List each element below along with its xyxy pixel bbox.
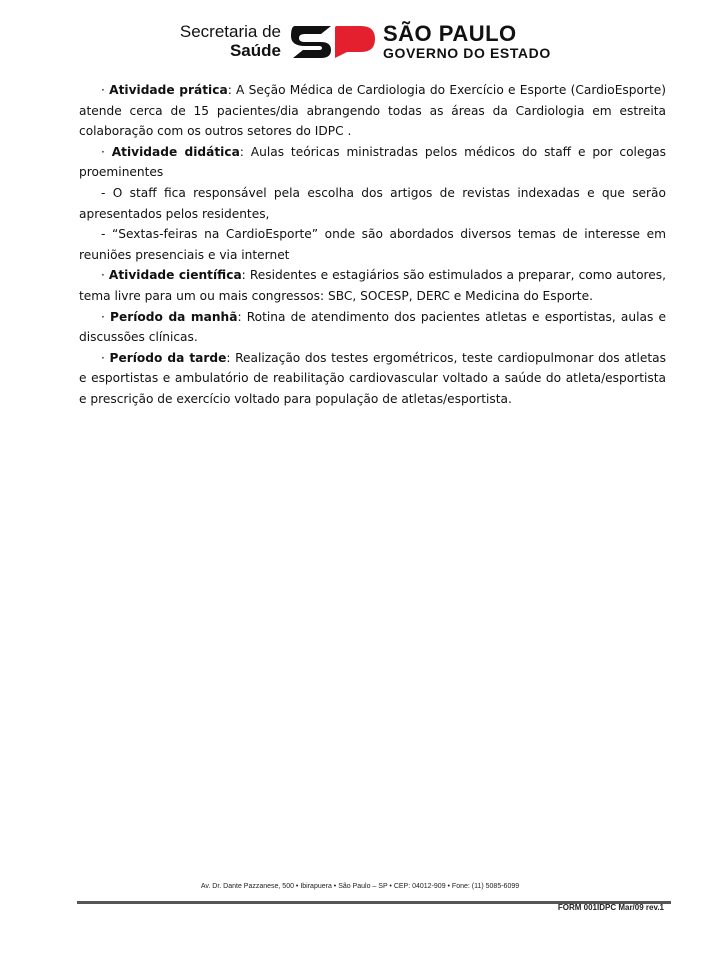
page-header — [165, 22, 565, 62]
paragraph-heading: Atividade didática — [111, 144, 240, 159]
footer-address: Av. Dr. Dante Pazzanese, 500 • Ibirapuera • São Paulo – SP • CEP: 04012-909 • Fone: (11) 5085-6099 — [200, 883, 520, 890]
form-code: FORM 001IDPC Mar/09 rev.1 — [557, 903, 664, 912]
secretaria-line1: Secretaria de — [179, 22, 281, 41]
paragraph-periodo-manha: · Período da manhã: Rotina de atendimento dos pacientes atletas e esportistas, aulas e discussões clínicas. — [79, 309, 666, 345]
secretaria-title — [165, 22, 281, 60]
paragraph-staff: - O staff fica responsável pela escolha dos artigos de revistas indexadas e que serão apresentados pelos residentes, — [79, 185, 666, 221]
paragraph-periodo-tarde: · Período da tarde: Realização dos testes ergométricos, teste cardiopulmonar dos atletas e esportistas e ambulatório de reabilitação cardiovascular voltado a saúde do atleta/esportista e prescrição de exercício voltado para população de atletas/esportista. — [79, 350, 666, 406]
paragraph-sextas-feiras: - “Sextas-feiras na CardioEsporte” onde são abordados diversos temas de interesse em reuniões presenciais e via internet — [79, 227, 666, 262]
paragraph-heading: Atividade prática — [109, 83, 228, 97]
paragraph-atividade-cientifica: · Atividade científica: Residentes e estagiários são estimulados a preparar, como autores, tema livre para um ou mais congressos: SBC, SOCESP, DERC e Medicina do Esporte. — [79, 268, 666, 303]
paragraph-atividade-didatica: · Atividade didática: Aulas teóricas ministradas pelos médicos do staff e por colegas proeminentes — [79, 144, 666, 180]
secretaria-line2: Saúde — [229, 41, 281, 60]
paragraph-heading: Período da manhã — [110, 309, 238, 324]
gov-line2: GOVERNO DO ESTADO — [383, 45, 551, 61]
paragraph-heading: Atividade científica — [108, 268, 242, 283]
paragraph-heading: Período da tarde — [109, 350, 227, 365]
sp-logo-icon — [291, 24, 377, 60]
governo-title — [383, 23, 551, 61]
document-body — [79, 80, 666, 410]
gov-line1: SÃO PAULO — [383, 21, 517, 46]
paragraph-atividade-pratica: · Atividade prática: A Seção Médica de Cardiologia do Exercício e Esporte (CardioEsporte) atende cerca de 15 pacientes/dia abrangendo todas as áreas da Cardiologia em estreita colaboração com os outros setores do IDPC . — [79, 83, 666, 139]
